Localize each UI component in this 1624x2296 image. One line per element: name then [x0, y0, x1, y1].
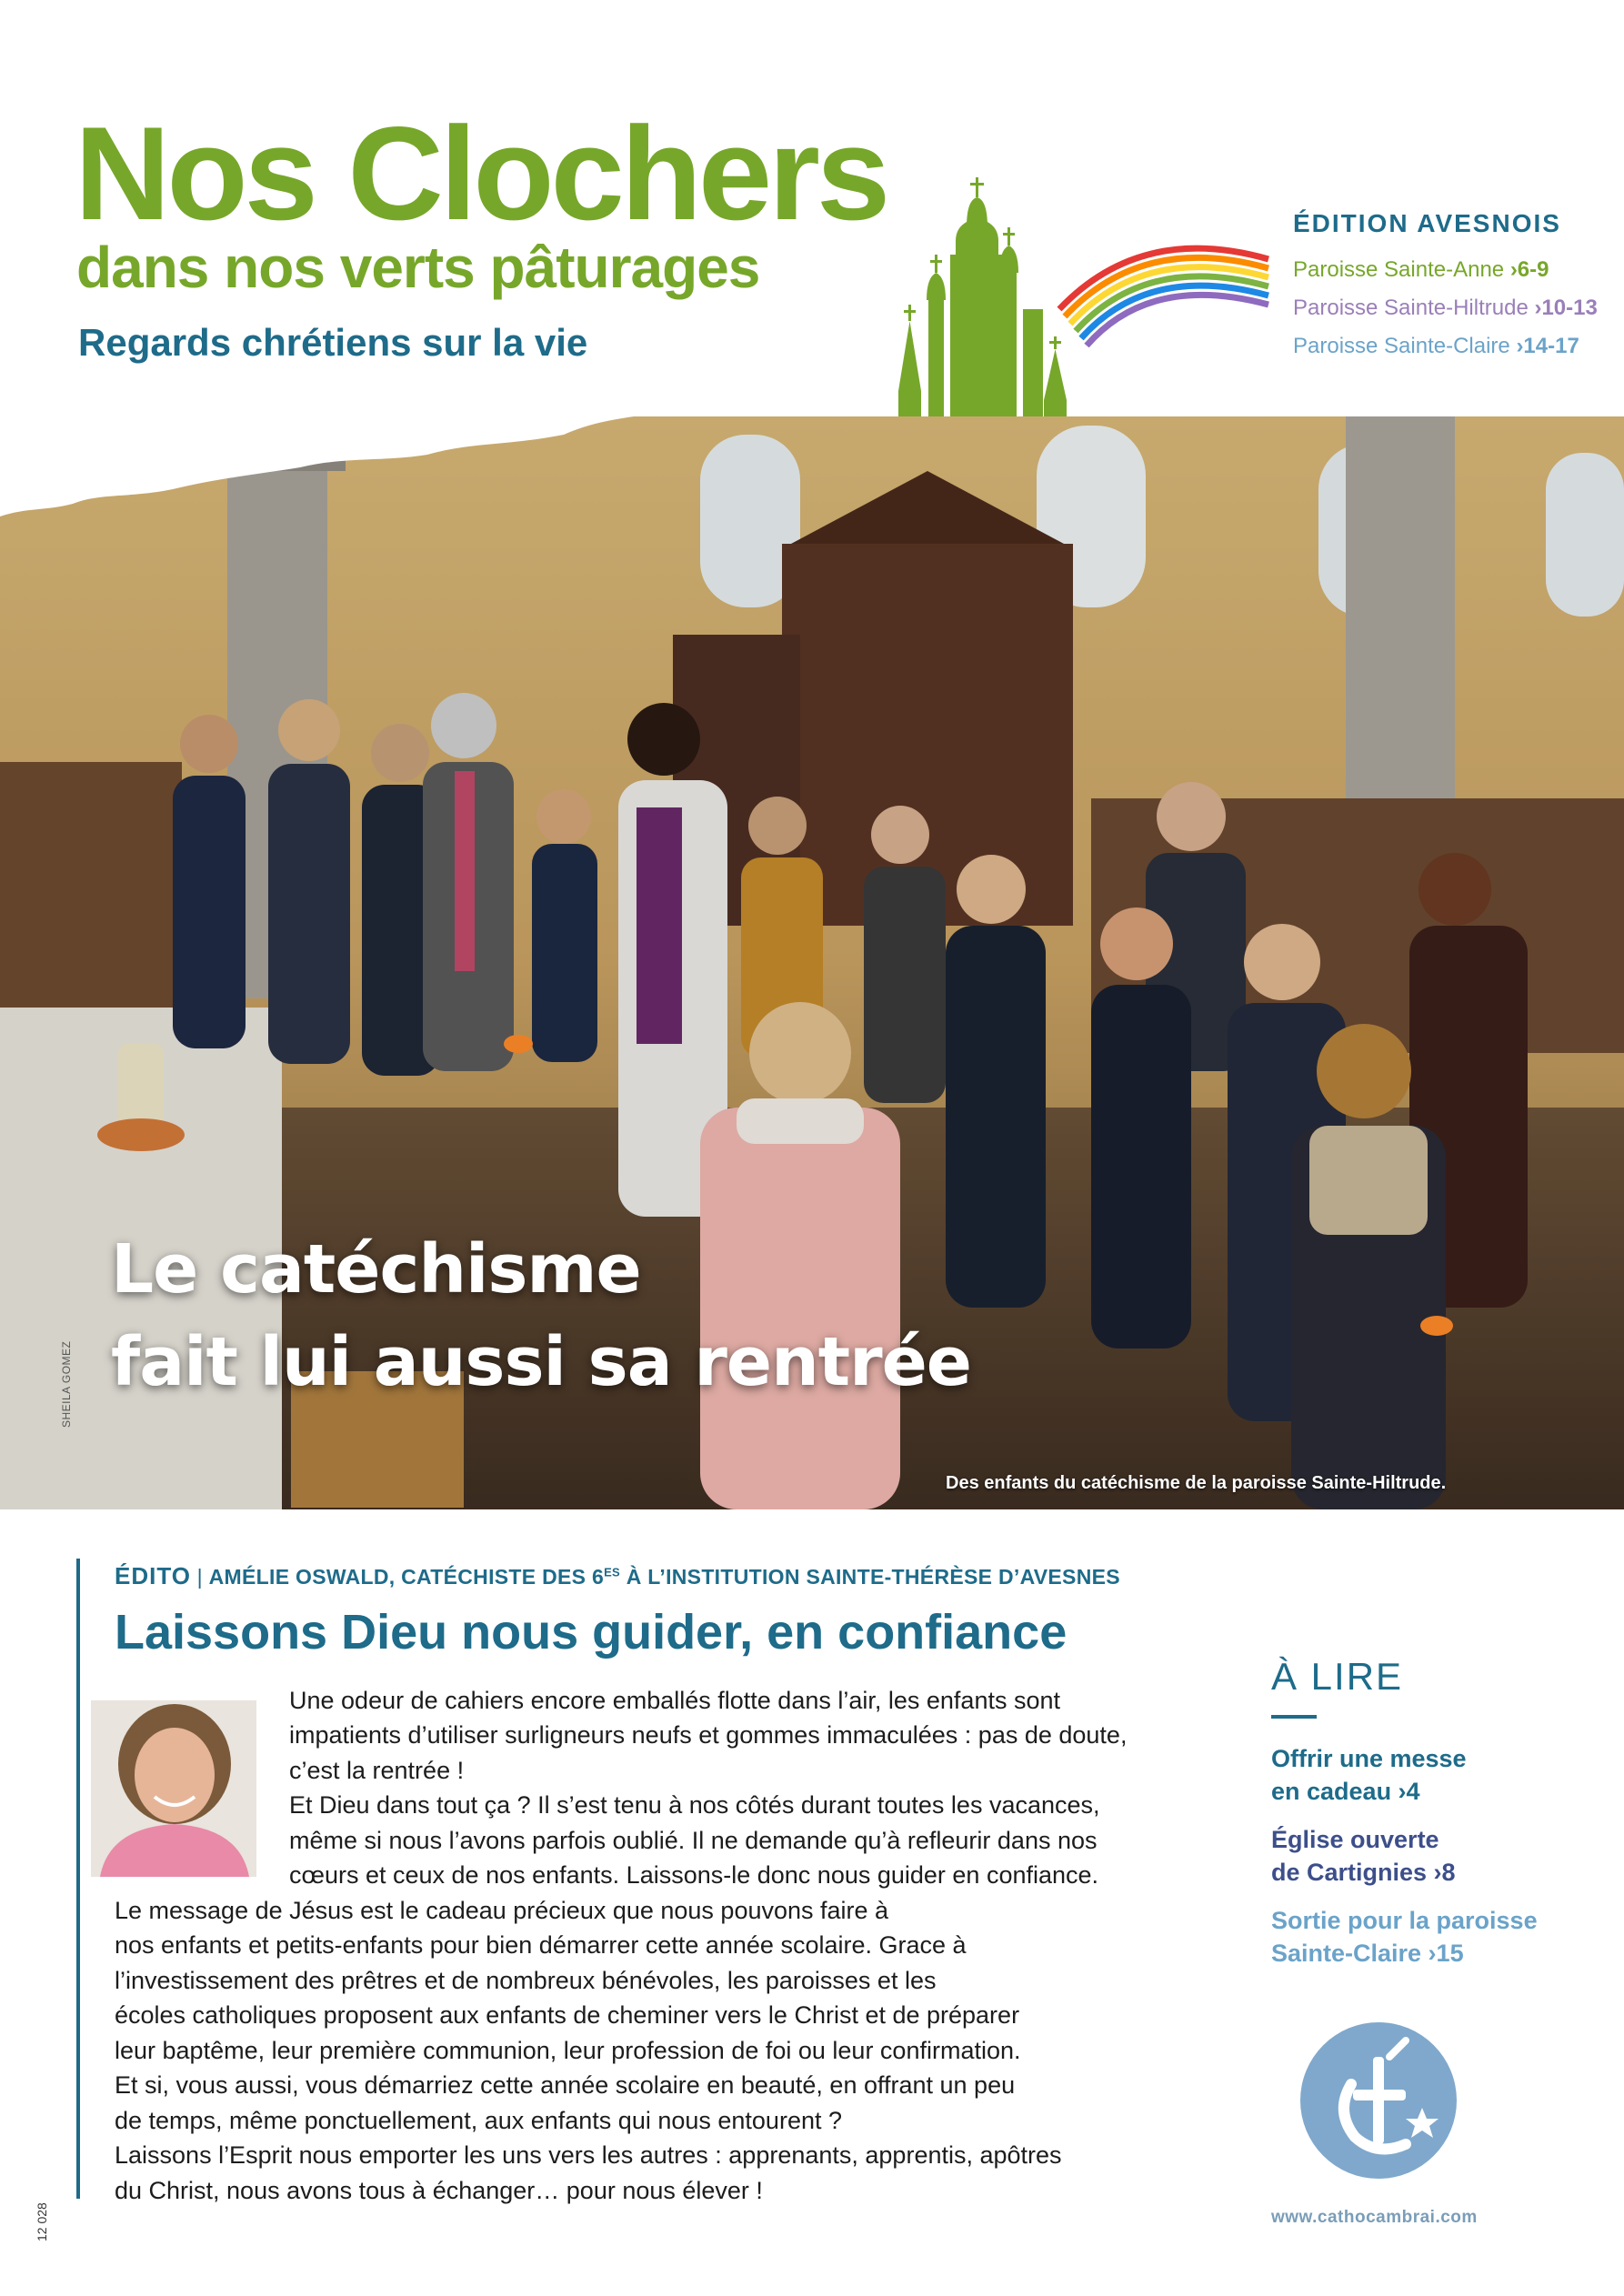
- parish-name: Paroisse Sainte-Hiltrude: [1293, 296, 1535, 320]
- parish-name: Paroisse Sainte-Anne: [1293, 257, 1510, 282]
- edito-author: AMÉLIE OSWALD, CATÉCHISTE DES 6: [208, 1565, 605, 1589]
- edito-kicker: [115, 1562, 1120, 1590]
- sidebar-link-line: Église ouverte: [1271, 1826, 1439, 1853]
- sidebar-link-eglise-cartignies[interactable]: [1271, 1823, 1456, 1889]
- edito-text-line: Laissons l’Esprit nous emporter les uns vers les autres : apprenants, apprentis, apôtres: [115, 2141, 1062, 2169]
- website-link[interactable]: www.cathocambrai.com: [1271, 2208, 1478, 2227]
- cover-headline-line2: fait lui aussi sa rentrée: [111, 1323, 971, 1401]
- photo-caption: Des enfants du catéchisme de la paroisse Sainte-Hiltrude.: [946, 1473, 1447, 1493]
- sidebar-link-line: Sortie pour la paroisse: [1271, 1907, 1538, 1934]
- sidebar-link-sortie-sainte-claire[interactable]: [1271, 1904, 1538, 1970]
- sidebar-link-line: en cadeau ›4: [1271, 1778, 1420, 1805]
- edition-code: 12 028: [35, 2202, 49, 2241]
- edito-text-line: écoles catholiques proposent aux enfants de cheminer vers le Christ et de préparer: [115, 2001, 1020, 2029]
- author-portrait: [91, 1700, 256, 1877]
- parish-pages: ›6-9: [1509, 257, 1549, 282]
- edito-text-line: Le message de Jésus est le cadeau précieux que nous pouvons faire à: [115, 1897, 889, 1924]
- parish-pages: ›14-17: [1516, 334, 1579, 358]
- sidebar-link-line: Offrir une messe: [1271, 1745, 1467, 1772]
- edito-text-line: c’est la rentrée !: [289, 1757, 465, 1784]
- cover-headline-line1: Le catéchisme: [111, 1230, 641, 1308]
- church-rainbow-icon: [887, 173, 1278, 418]
- edito-text-line: même si nous l’avons parfois oublié. Il ne demande qu’à refleurir dans nos: [289, 1827, 1098, 1854]
- parish-link-sainte-claire[interactable]: [1293, 334, 1579, 359]
- edito-text-line: impatients d’utiliser surligneurs neufs et gommes immaculées : pas de doute,: [289, 1721, 1128, 1749]
- edito-rule: [76, 1559, 80, 2199]
- sidebar-link-line: de Cartignies ›8: [1271, 1859, 1456, 1886]
- diocese-cross-logo-icon: [1298, 2020, 1459, 2181]
- edition-title: ÉDITION AVESNOIS: [1293, 209, 1561, 237]
- edito-text-line: cœurs et ceux de nos enfants. Laissons-le donc nous guider en confiance.: [289, 1861, 1099, 1889]
- sidebar-link-line: Sainte-Claire ›15: [1271, 1940, 1464, 1967]
- parish-link-sainte-hiltrude[interactable]: [1293, 296, 1598, 321]
- edito-text-line: Et Dieu dans tout ça ? Il s’est tenu à nos côtés durant toutes les vacances,: [289, 1791, 1100, 1819]
- edito-separator: |: [190, 1565, 209, 1589]
- photo-credit: SHEILA GOMEZ: [60, 1340, 73, 1428]
- edito-text-line: Et si, vous aussi, vous démarriez cette année scolaire en beauté, en offrant un peu: [115, 2071, 1016, 2099]
- parish-name: Paroisse Sainte-Claire: [1293, 334, 1517, 358]
- torn-paper-edge: [0, 391, 691, 527]
- edito-text-line: nos enfants et petits-enfants pour bien démarrer cette année scolaire. Grace à: [115, 1931, 967, 1959]
- magazine-tagline: Regards chrétiens sur la vie: [78, 321, 588, 364]
- edito-text-line: leur baptême, leur première communion, leur profession de foi ou leur confirmation.: [115, 2037, 1021, 2064]
- edito-label: ÉDITO: [115, 1562, 191, 1589]
- sidebar-rule: [1271, 1715, 1317, 1719]
- edito-text-line: Une odeur de cahiers encore emballés flotte dans l’air, les enfants sont: [289, 1687, 1060, 1714]
- sidebar-link-offrir-messe[interactable]: [1271, 1742, 1467, 1808]
- edito-author-sup: ES: [604, 1565, 621, 1579]
- edito-text-line: du Christ, nous avons tous à échanger… pour nous élever !: [115, 2177, 763, 2204]
- edito-author-rest: À L’INSTITUTION SAINTE-THÉRÈSE D’AVESNES: [620, 1565, 1120, 1589]
- edito-text-line: l’investissement des prêtres et de nombreux bénévoles, les paroisses et les: [115, 1967, 937, 1994]
- magazine-title: Nos Clochers: [75, 99, 887, 247]
- parish-pages: ›10-13: [1534, 296, 1598, 320]
- parish-link-sainte-anne[interactable]: [1293, 257, 1549, 283]
- edito-text-line: de temps, même ponctuellement, aux enfants qui nous entourent ?: [115, 2107, 842, 2134]
- edito-title: Laissons Dieu nous guider, en confiance: [115, 1605, 1068, 1659]
- cover-headline: [111, 1223, 971, 1409]
- sidebar-title: À LIRE: [1271, 1655, 1404, 1698]
- magazine-subtitle: dans nos verts pâturages: [76, 235, 760, 300]
